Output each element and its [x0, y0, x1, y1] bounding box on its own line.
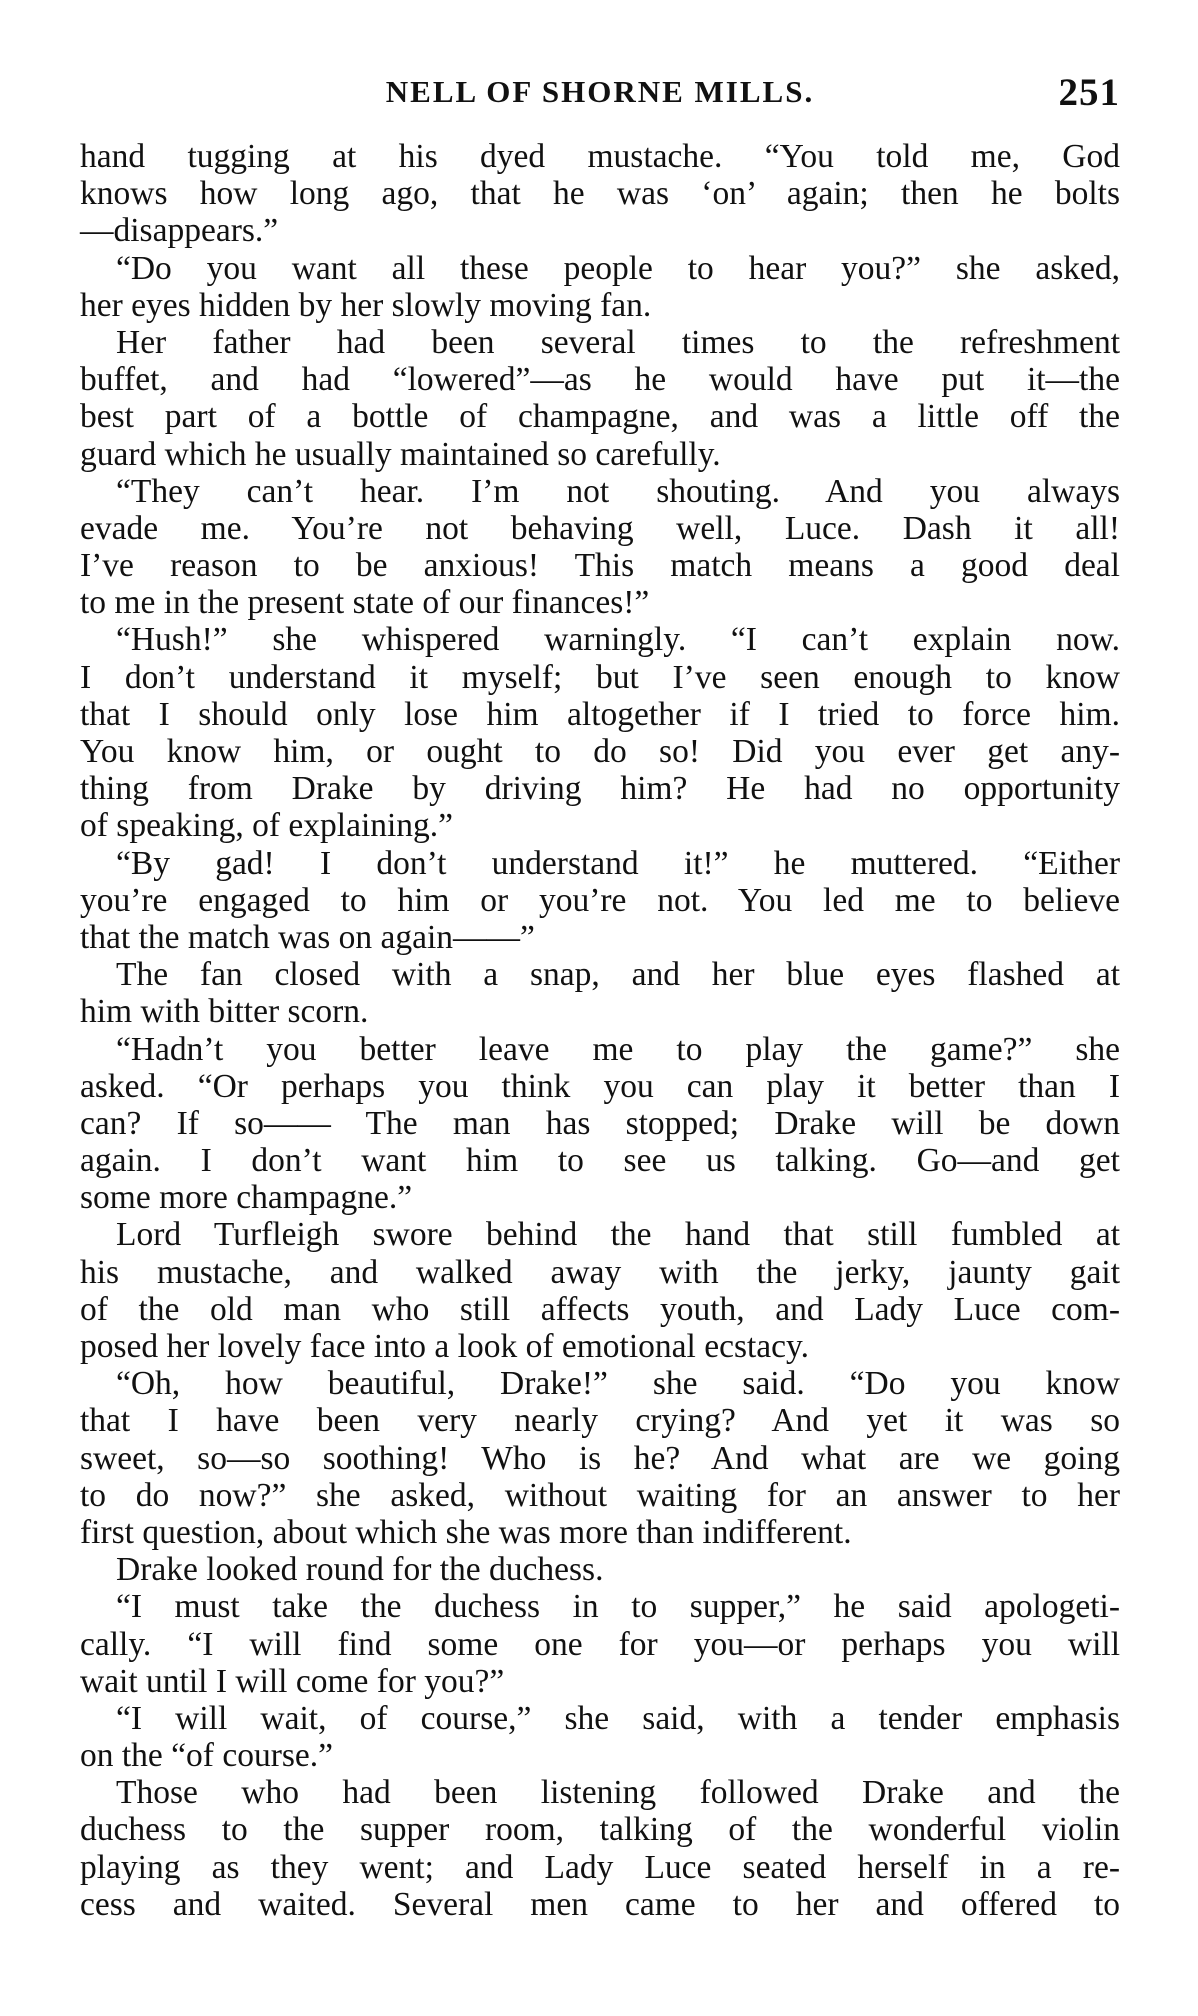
text-line: “I must take the duchess in to supper,” he said apologeti- [116, 1588, 1120, 1626]
text-line: can? If so—— The man has stopped; Drake will be down [80, 1104, 1120, 1142]
text-line: I’ve reason to be anxious! This match means a good deal [80, 547, 1120, 585]
text-line: wait until I will come for you?” [80, 1662, 505, 1700]
text-line: him with bitter scorn. [80, 993, 369, 1031]
text-line: his mustache, and walked away with the jerky, jaunty gait [80, 1253, 1120, 1291]
text-line: thing from Drake by driving him? He had no opportunity [80, 770, 1120, 808]
text-line: —disappears.” [80, 212, 279, 250]
text-line: Those who had been listening followed Drake and the [116, 1774, 1120, 1812]
text-line: guard which he usually maintained so carefully. [80, 435, 721, 473]
text-line: hand tugging at his dyed mustache. “You told me, God [80, 138, 1120, 175]
text-line: that I have been very nearly crying? And yet it was so [80, 1402, 1120, 1440]
text-line: to do now?” she asked, without waiting for an answer to her [80, 1476, 1120, 1514]
text-line: first question, about which she was more than indifferent. [80, 1513, 852, 1551]
text-line: some more champagne.” [80, 1179, 413, 1217]
text-line: best part of a bottle of champagne, and was a little off the [80, 398, 1120, 436]
text-line: You know him, or ought to do so! Did you ever get any- [80, 733, 1120, 770]
text-line: Lord Turfleigh swore behind the hand that still fumbled at [116, 1216, 1120, 1254]
text-line: “I will wait, of course,” she said, with a tender emphasis [116, 1699, 1120, 1737]
text-line: The fan closed with a snap, and her blue eyes flashed at [116, 956, 1120, 994]
text-line: Her father had been several times to the refreshment [116, 323, 1120, 361]
page-number: 251 [1058, 71, 1120, 114]
text-line: “Hush!” she whispered warningly. “I can’t explain now. [116, 621, 1120, 659]
text-line: on the “of course.” [80, 1737, 334, 1775]
text-line: playing as they went; and Lady Luce seated herself in a re- [80, 1848, 1120, 1886]
running-title: NELL OF SHORNE MILLS. [385, 74, 815, 109]
text-line: “Oh, how beautiful, Drake!” she said. “Do you know [116, 1365, 1120, 1403]
text-line: “They can’t hear. I’m not shouting. And you always [116, 472, 1120, 510]
text-line: cally. “I will find some one for you—or perhaps you will [80, 1625, 1120, 1663]
text-line: posed her lovely face into a look of emotional ecstacy. [80, 1328, 809, 1365]
text-line: evade me. You’re not behaving well, Luce. Dash it all! [80, 509, 1120, 547]
text-line: “By gad! I don’t understand it!” he muttered. “Either [116, 844, 1120, 882]
body-text [80, 138, 1120, 1923]
text-line: to me in the present state of our finances!” [80, 584, 650, 622]
text-line: her eyes hidden by her slowly moving fan. [80, 286, 652, 324]
text-line: that I should only lose him altogether if I tried to force him. [80, 695, 1120, 733]
text-line: sweet, so—so soothing! Who is he? And what are we going [80, 1439, 1120, 1477]
running-head [80, 70, 1120, 114]
text-line: cess and waited. Several men came to her and offered to [80, 1885, 1120, 1923]
text-line: knows how long ago, that he was ‘on’ again; then he bolts [80, 175, 1120, 213]
text-line: of speaking, of explaining.” [80, 807, 454, 845]
text-line: buffet, and had “lowered”—as he would have put it—the [80, 361, 1120, 399]
text-line: duchess to the supper room, talking of the wonderful violin [80, 1811, 1120, 1849]
text-line: asked. “Or perhaps you think you can play it better than I [80, 1067, 1120, 1105]
text-line: that the match was on again——” [80, 918, 535, 956]
text-line: “Hadn’t you better leave me to play the game?” she [116, 1030, 1120, 1068]
text-line: Drake looked round for the duchess. [116, 1551, 604, 1589]
text-line: I don’t understand it myself; but I’ve seen enough to know [80, 658, 1120, 696]
text-line: of the old man who still affects youth, and Lady Luce com- [80, 1290, 1120, 1328]
text-line: “Do you want all these people to hear you?” she asked, [116, 249, 1120, 287]
text-line: you’re engaged to him or you’re not. You led me to believe [80, 881, 1120, 919]
text-line: again. I don’t want him to see us talking. Go—and get [80, 1142, 1120, 1180]
